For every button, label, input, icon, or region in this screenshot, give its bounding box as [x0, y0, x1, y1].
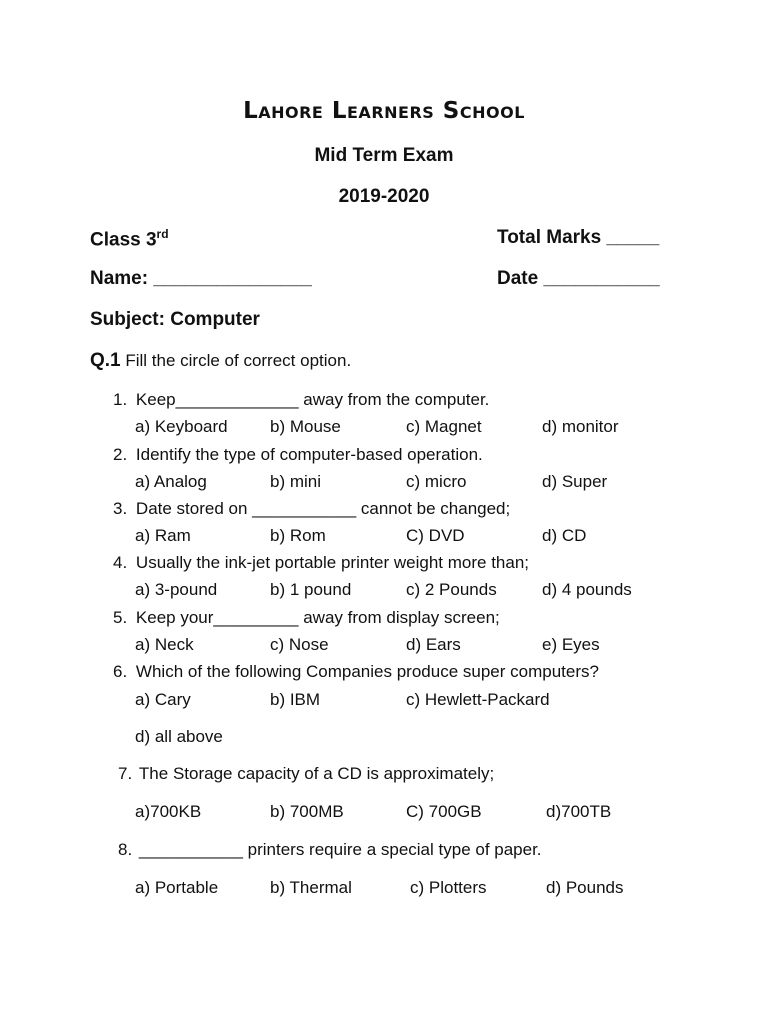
option-5a: a) Neck: [135, 635, 194, 654]
item-text: Usually the ink-jet portable printer weight more than;: [135, 553, 530, 572]
item-number: 1.: [113, 390, 128, 409]
class-superscript: rd: [156, 227, 169, 241]
item-text: The Storage capacity of a CD is approximately;: [138, 764, 495, 783]
item-text: Date stored on ___________ cannot be changed;: [135, 499, 511, 518]
question-item-5: [113, 608, 500, 628]
item-number: 8.: [118, 840, 133, 859]
total-marks-field: Total Marks _____: [497, 227, 660, 248]
question-item-1: [113, 390, 489, 410]
option-8b: b) Thermal: [270, 878, 352, 897]
option-3c: C) DVD: [406, 526, 465, 545]
item-number: 4.: [113, 553, 128, 572]
option-4c: c) 2 Pounds: [406, 580, 497, 599]
question-item-6: [113, 662, 599, 682]
item-number: 6.: [113, 662, 128, 681]
item-text: Keep your_________ away from display screen;: [135, 608, 500, 627]
option-5d: d) Ears: [406, 635, 461, 654]
question-1-header: [90, 350, 351, 372]
item-number: 3.: [113, 499, 128, 518]
question-item-2: [113, 445, 483, 465]
option-5c: c) Nose: [270, 635, 329, 654]
option-4d: d) 4 pounds: [542, 580, 632, 599]
class-label: Class 3: [90, 229, 157, 251]
option-2a: a) Analog: [135, 472, 207, 491]
option-5e: e) Eyes: [542, 635, 600, 654]
class-field: [90, 227, 169, 251]
question-item-7: [118, 764, 494, 784]
item-number: 2.: [113, 445, 128, 464]
item-text: Which of the following Companies produce super computers?: [135, 662, 599, 681]
option-3b: b) Rom: [270, 526, 326, 545]
school-name: Lahore Learners School: [243, 98, 525, 124]
option-7a: a)700KB: [135, 802, 202, 821]
date-field: Date ___________: [497, 268, 660, 289]
option-6b: b) IBM: [270, 690, 321, 709]
option-7d: d)700TB: [546, 802, 612, 821]
option-4b: b) 1 pound: [270, 580, 352, 599]
item-number: 7.: [118, 764, 133, 783]
option-1c: c) Magnet: [406, 417, 482, 436]
option-3a: a) Ram: [135, 526, 191, 545]
option-7b: b) 700MB: [270, 802, 344, 821]
option-2d: d) Super: [542, 472, 608, 491]
option-1b: b) Mouse: [270, 417, 341, 436]
item-number: 5.: [113, 608, 128, 627]
question-item-4: [113, 553, 529, 573]
exam-year: 2019-2020: [338, 186, 430, 207]
question-label: Q.1: [90, 350, 121, 371]
option-8c: c) Plotters: [410, 878, 487, 897]
name-field: Name: _______________: [90, 268, 312, 289]
option-6d: d) all above: [135, 727, 223, 746]
option-2b: b) mini: [270, 472, 322, 491]
option-4a: a) 3-pound: [135, 580, 218, 599]
option-6a: a) Cary: [135, 690, 191, 709]
option-8a: a) Portable: [135, 878, 219, 897]
exam-title: Mid Term Exam: [314, 145, 454, 166]
option-2c: c) micro: [406, 472, 467, 491]
option-7c: C) 700GB: [406, 802, 482, 821]
item-text: ___________ printers require a special type of paper.: [138, 840, 542, 859]
item-text: Identify the type of computer-based operation.: [135, 445, 483, 464]
question-item-8: [118, 840, 542, 860]
option-1a: a) Keyboard: [135, 417, 228, 436]
question-instruction: Fill the circle of correct option.: [125, 351, 352, 370]
option-6c: c) Hewlett-Packard: [406, 690, 550, 709]
option-8d: d) Pounds: [546, 878, 624, 897]
item-text: Keep_____________ away from the computer.: [135, 390, 490, 409]
question-item-3: [113, 499, 510, 519]
option-1d: d) monitor: [542, 417, 619, 436]
subject-field: Subject: Computer: [90, 309, 260, 330]
option-3d: d) CD: [542, 526, 587, 545]
